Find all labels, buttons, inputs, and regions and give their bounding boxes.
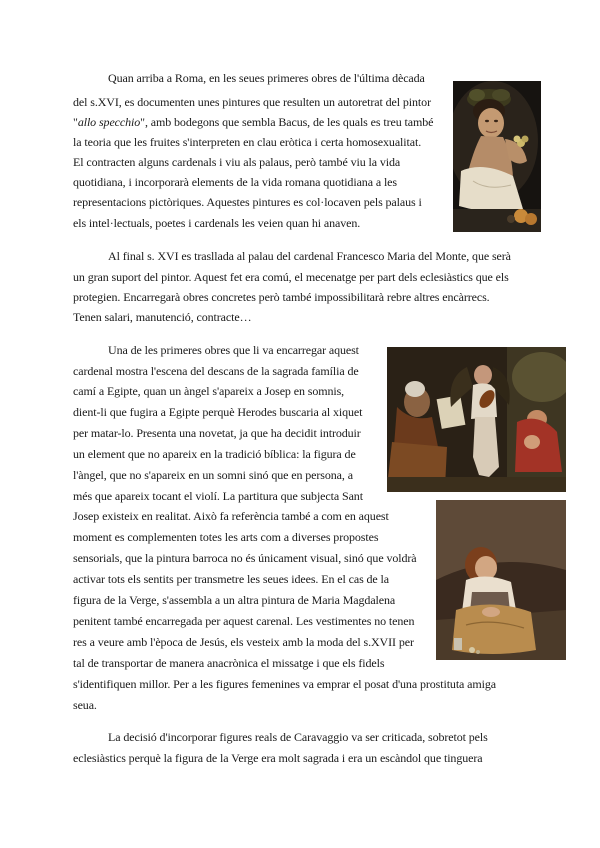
text-line: Josep existeix en realitat. Això fa referència també a com en aquest	[73, 509, 389, 523]
bacchus-painting-image	[453, 81, 541, 232]
text-line: la teoria que les fruites s'interpreten en clau eròtica i certa homosexualitat.	[73, 135, 422, 149]
text-line: camí a Egipte, quan un àngel s'apareix a Josep en somnis,	[73, 384, 345, 398]
text-line: més que apareix tocant el violí. La partitura que subjecta Sant	[73, 489, 363, 503]
text-line: Al final s. XVI es trasllada al palau del cardenal Francesco Maria del Monte, que serà	[108, 249, 511, 263]
text-line: eclesiàstics perquè la figura de la Verge era molt sagrada i era un escàndol que tinguera	[73, 751, 483, 765]
text-line: penitent també encarregada per aquest carenal. Les vestimentes no tenen	[73, 614, 415, 628]
text-line: Tenen salari, manutenció, contracte…	[73, 310, 252, 324]
text-line: sensorials, que la pintura barroca no és únicament visual, sinó que voldrà	[73, 551, 417, 565]
text-line: figura de la Verge, s'assembla a un altra pintura de Maria Magdalena	[73, 593, 396, 607]
rest-on-flight-painting-svg	[387, 347, 566, 492]
text-line: res a veure amb l'època de Jesús, els vesteix amb la moda del s.XVII per	[73, 635, 414, 649]
text-line: s'identifiquen millor. Per a les figures femenines va emprar el posat d'una prostituta amiga	[73, 677, 497, 691]
magdalene-painting-image	[436, 500, 566, 660]
text-line: Quan arriba a Roma, en les seues primeres obres de l'última dècada	[108, 71, 425, 85]
text-line: cardenal mostra l'escena del descans de la sagrada família de	[73, 364, 359, 378]
text-line: tal de transportar de manera anacrònica el missatge i que els fidels	[73, 656, 385, 670]
text-line: La decisió d'incorporar figures reals de Caravaggio va ser criticada, sobretot pels	[108, 730, 488, 744]
text-line: seua.	[73, 698, 97, 712]
text-line: per matar-lo. Presenta una novetat, ja que ha decidit introduir	[73, 426, 361, 440]
magdalene-painting-svg	[436, 500, 566, 660]
text-line: Una de les primeres obres que li va encarregar aquest	[108, 343, 359, 357]
text-line: un gran suport del pintor. Aquest fet era comú, el mecenatge per part dels eclesiàstics que els	[73, 270, 509, 284]
text-line: l'àngel, que no s'apareix en un somni sinó que en persona, a	[73, 468, 353, 482]
text-line: quotidiana, i incorporarà elements de la vida romana quotidiana a les	[73, 175, 397, 189]
text-line: protegien. Encarregarà obres concretes però també impossibilitarà rebre altres encàrrecs.	[73, 290, 490, 304]
text-line: un element que no apareix en la tradició bíblica: la figura de	[73, 447, 356, 461]
text-line: dient-li que fugira a Egipte perquè Herodes buscaria al xiquet	[73, 405, 363, 419]
bacchus-painting-svg	[453, 81, 541, 232]
text-line: activar tots els sentits per transmetre les seues idees. En el cas de la	[73, 572, 390, 586]
italic-quote: allo specchio	[77, 115, 141, 129]
text-line: moment es complementen totes les arts com a diverses propostes	[73, 530, 379, 544]
rest-on-flight-painting-image	[387, 347, 566, 492]
text-line: El contracten alguns cardenals i viu als palaus, però també viu la vida	[73, 155, 401, 169]
text-line: "allo specchio", amb bodegons que sembla Bacus, de les quals es treu també	[73, 115, 434, 129]
text-line: representacions pictòriques. Aquestes pintures es col·locaven pels palaus i	[73, 195, 422, 209]
text-line: del s.XVI, es documenten unes pintures que resulten un autoretrat del pintor	[73, 95, 431, 109]
text-line: els intel·lectuals, poetes i cardenals les veien quan hi anaven.	[73, 216, 361, 230]
